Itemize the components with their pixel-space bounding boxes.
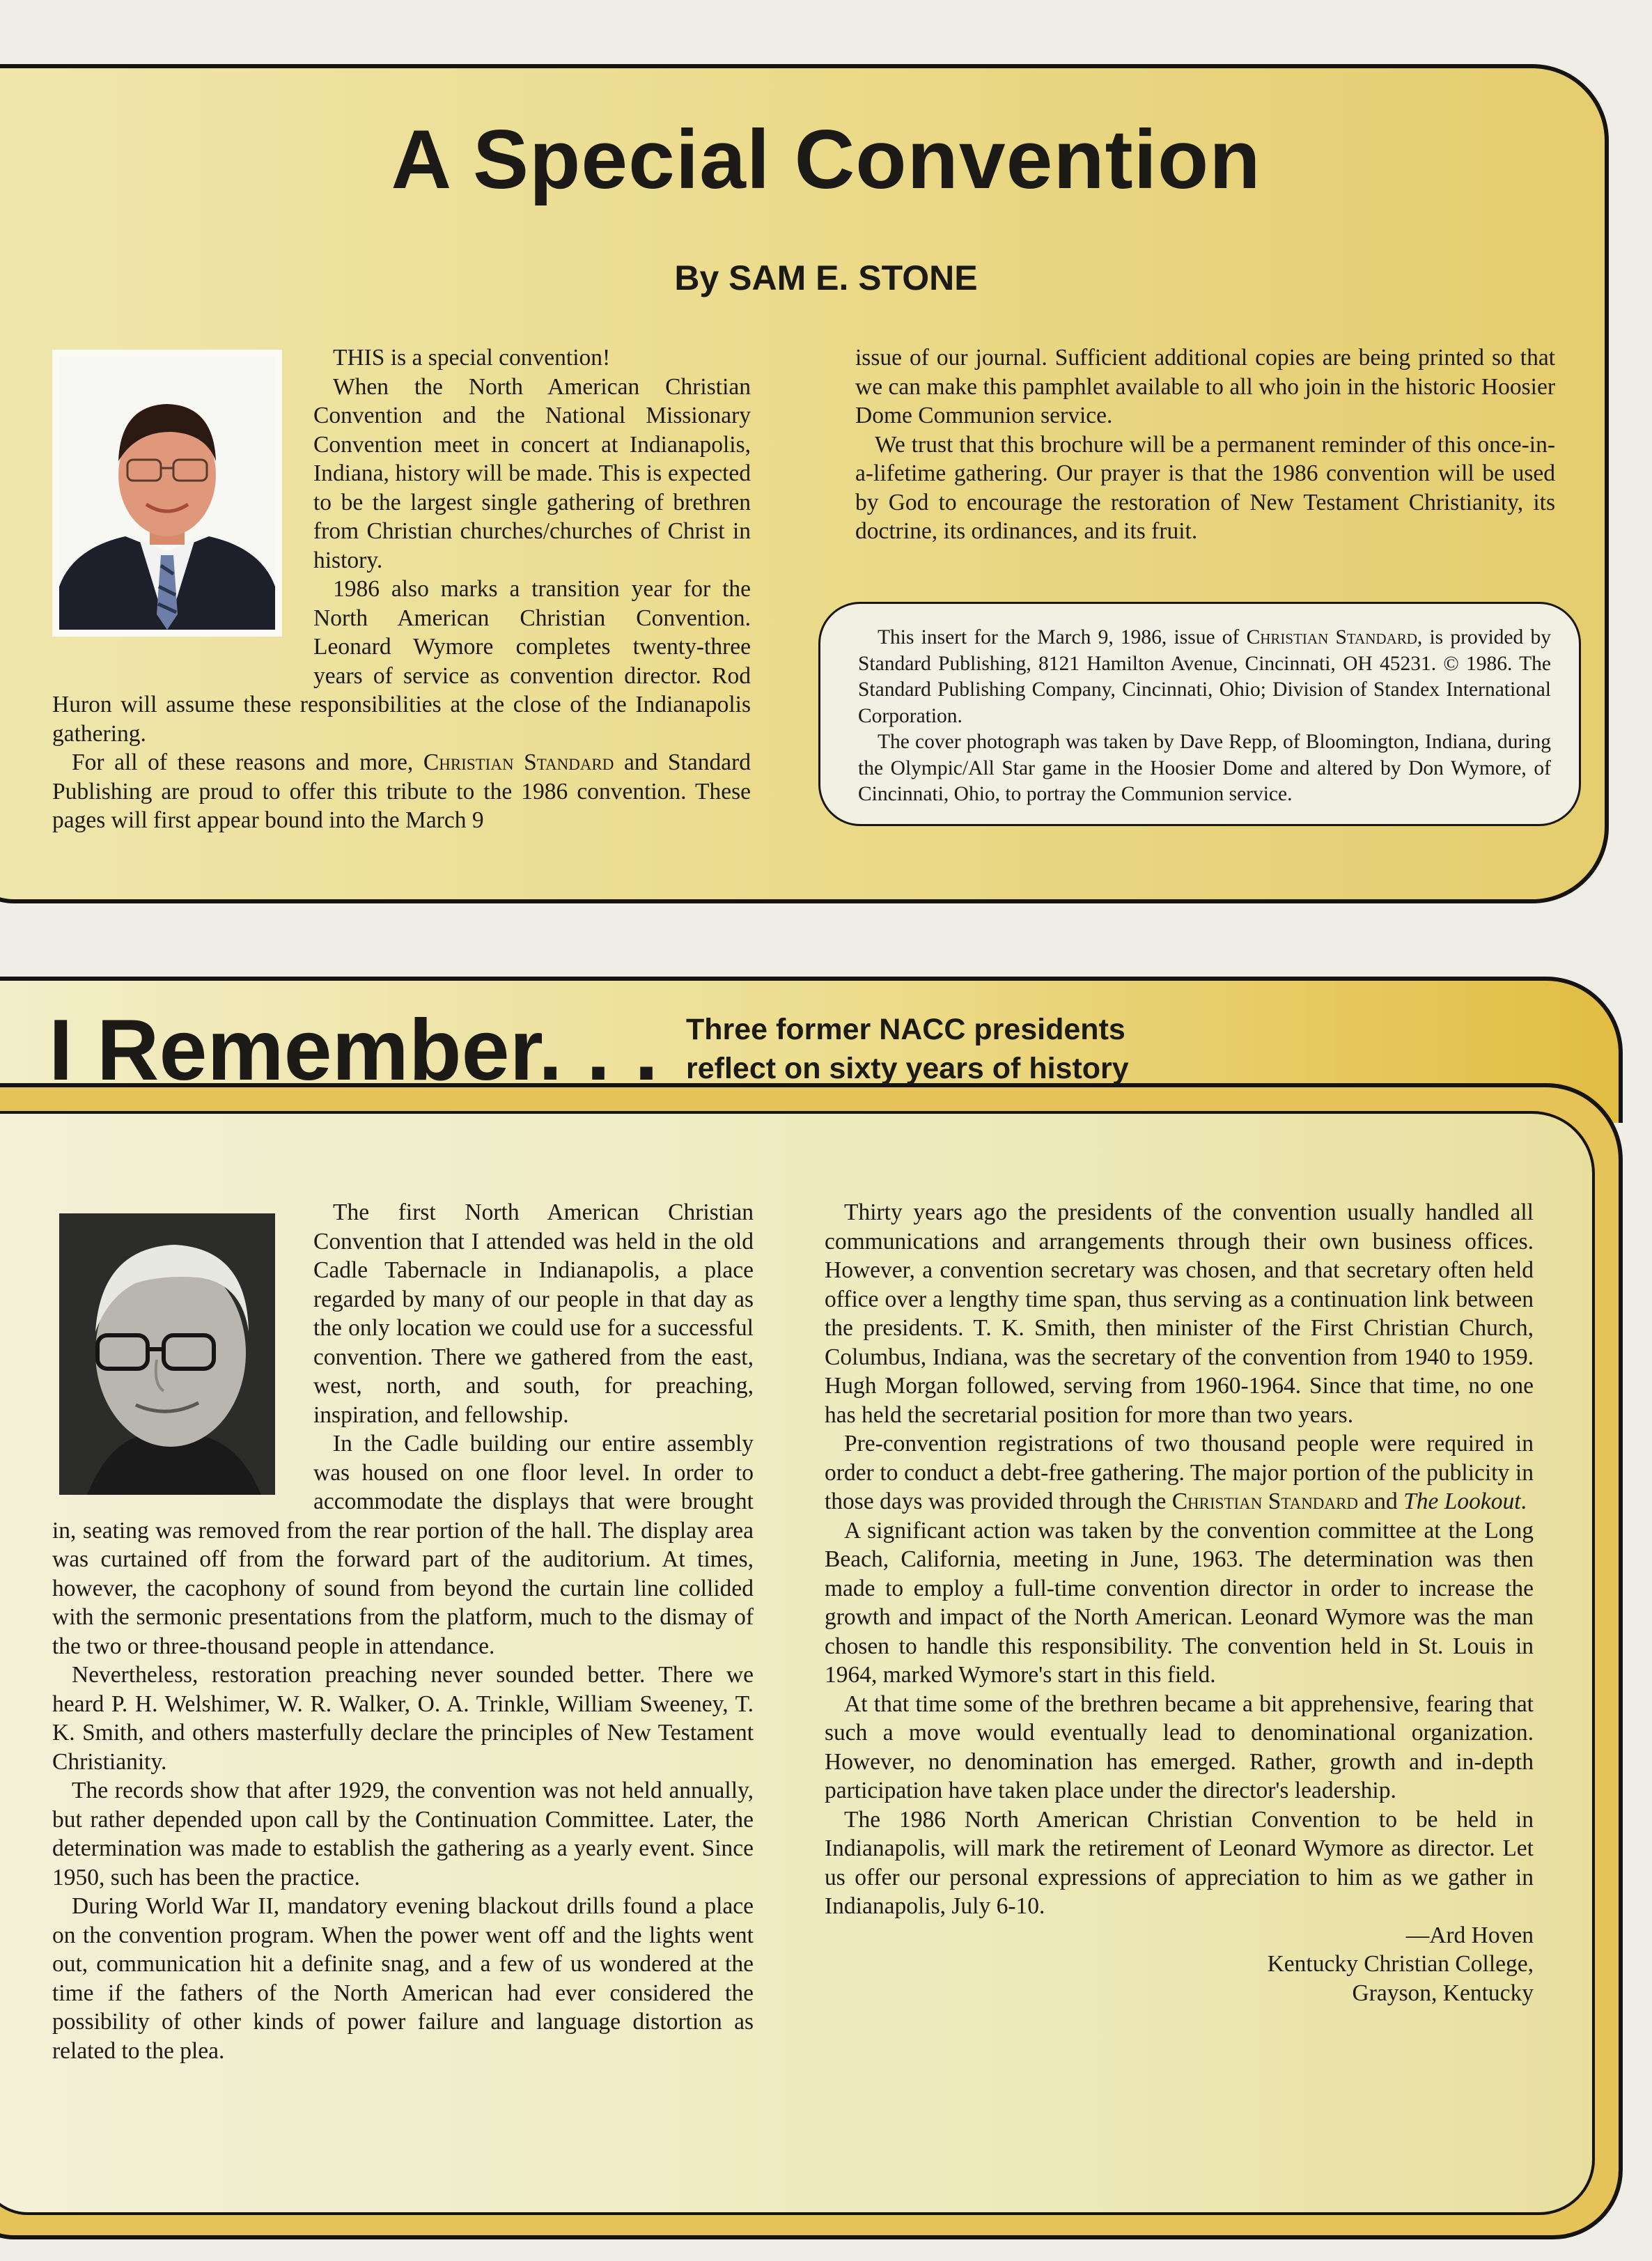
remember-paragraph: A significant action was taken by the convention committee at the Long Beach, California, meeting in June, 1963. The determination was then made to employ a full-time convention director in order to increase the growth and impact of the North American. Leonard Wymore was the man chosen to handle this responsibility. The convention held in St. Louis in 1964, marked Wymore's start in this field.	[825, 1517, 1534, 1688]
article-paragraph: THIS is a special convention!	[333, 345, 611, 371]
signature-organization: Kentucky Christian College,	[1267, 1951, 1534, 1977]
article-byline: By SAM E. STONE	[674, 258, 978, 297]
insert-paragraph: This insert for the March 9, 1986, issue of Christian Standard, is provided by Standard Publishing, 8121 Hamilton Avenue, Cincinnati, OH 45231. © 1986. The Standard Publishing Company, Cincinnati, Ohio; Division of Standex International Corporation.	[858, 626, 1551, 727]
publication-name: Christian Standard	[423, 749, 614, 775]
remember-heading: I Remember. . .	[49, 1002, 659, 1098]
article-paragraph: When the North American Christian Convention and the National Missionary Convention meet in concert at Indianapolis, Indiana, history will be made. This is expected to be the largest single gathering of brethren from Christian churches/churches of Christ in history.	[313, 373, 751, 573]
remember-column-left	[52, 1198, 754, 2065]
publication-name: Christian Standard	[1171, 1489, 1358, 1514]
remember-paragraph: The 1986 North American Christian Convention to be held in Indianapolis, will mark the retirement of Leonard Wymore as director. Let us offer our personal expressions of appreciation to him as we gather in Indianapolis, July 6-10.	[825, 1806, 1534, 1919]
insert-paragraph: The cover photograph was taken by Dave Repp, of Bloomington, Indiana, during the Olympic/All Star game in the Hoosier Dome and altered by Don Wymore, of Cincinnati, Ohio, to portray the Communion service.	[858, 731, 1551, 805]
article-paragraph: issue of our journal. Sufficient additional copies are being printed so that we can make this pamphlet available to all who join in the historic Hoosier Dome Communion service.	[855, 345, 1555, 428]
remember-paragraph: Pre-convention registrations of two thousand people were required in order to conduct a debt-free gathering. The major portion of the publicity in those days was provided through the Christian Standard and The Lookout.	[825, 1431, 1534, 1514]
remember-paragraph: At that time some of the brethren became a bit apprehensive, fearing that such a move would eventually lead to denominational organization. However, no denomination has emerged. Rather, growth and in-depth participation have taken place under the director's leadership.	[825, 1691, 1534, 1803]
insert-info-box	[818, 602, 1581, 826]
article-paragraph: 1986 also marks a transition year for the North American Christian Convention. Leonard Wymore completes twenty-three years of service as convention director. Rod Huron will assume these responsibilities at the close of the Indianapolis gathering.	[52, 576, 751, 747]
remember-column-right	[825, 1198, 1534, 2007]
remember-paragraph: Nevertheless, restoration preaching never sounded better. There we heard P. H. Welshimer, W. R. Walker, O. A. Trinkle, William Sweeney, T. K. Smith, and others masterfully declare the principles of New Testament Christianity.	[52, 1662, 754, 1775]
remember-paragraph: In the Cadle building our entire assembly was housed on one floor level. In order to accommodate the displays that were brought in, seating was removed from the rear portion of the hall. The display area was curtained off from the forward part of the auditorium. At times, however, the cacophony of sound from beyond the curtain line collided with the sermonic presentations from the platform, much to the dismay of the two or three-thousand people in attendance.	[52, 1431, 754, 1659]
publication-name: The Lookout	[1403, 1489, 1521, 1514]
article-title: A Special Convention	[391, 113, 1261, 206]
article-column-right	[855, 343, 1555, 546]
remember-paragraph: Thirty years ago the presidents of the convention usually handled all communications and arrangements through their own business offices. However, a convention secretary was chosen, and that secretary often held office over a lengthy time span, thus serving as a continuation link between the presidents. T. K. Smith, then minister of the First Christian Church, Columbus, Indiana, was the secretary of the convention from 1940 to 1959. Hugh Morgan followed, serving from 1960-1964. Since that time, no one has held the secretarial position for more than two years.	[825, 1199, 1534, 1428]
remember-subtitle: Three former NACC presidents reflect on sixty years of history	[686, 1013, 1129, 1085]
signature-place: Grayson, Kentucky	[1352, 1980, 1534, 2006]
remember-paragraph: During World War II, mandatory evening blackout drills found a place on the convention program. When the power went off and the lights went out, communication hit a definite snag, and a few of us wondered at the time if the fathers of the North American had ever considered the possibility of other kinds of power failure and language distortion as related to the plea.	[52, 1893, 754, 2064]
article-paragraph: For all of these reasons and more, Christian Standard and Standard Publishing are proud to offer this tribute to the 1986 convention. These pages will first appear bound into the March 9	[52, 749, 751, 833]
remember-paragraph: The first North American Christian Convention that I attended was held in the old Cadle Tabernacle in Indianapolis, a place regarded by many of our people in that day as the only location we could use for a successful convention. There we gathered from the east, west, north, and south, for preaching, inspiration, and fellowship.	[313, 1199, 754, 1428]
article-paragraph: We trust that this brochure will be a permanent reminder of this once-in-a-lifetime gathering. Our prayer is that the 1986 convention will be used by God to encourage the restoration of New Testament Christianity, its doctrine, its ordinances, and its fruit.	[855, 431, 1555, 544]
publication-name: Christian Standard	[1246, 626, 1417, 648]
remember-paragraph: The records show that after 1929, the convention was not held annually, but rather depended upon call by the Continuation Committee. Later, the determination was made to establish the gathering as a yearly event. Since 1950, such has been the practice.	[52, 1778, 754, 1890]
article-column-left	[52, 343, 751, 835]
signature-name: —Ard Hoven	[1405, 1922, 1534, 1948]
